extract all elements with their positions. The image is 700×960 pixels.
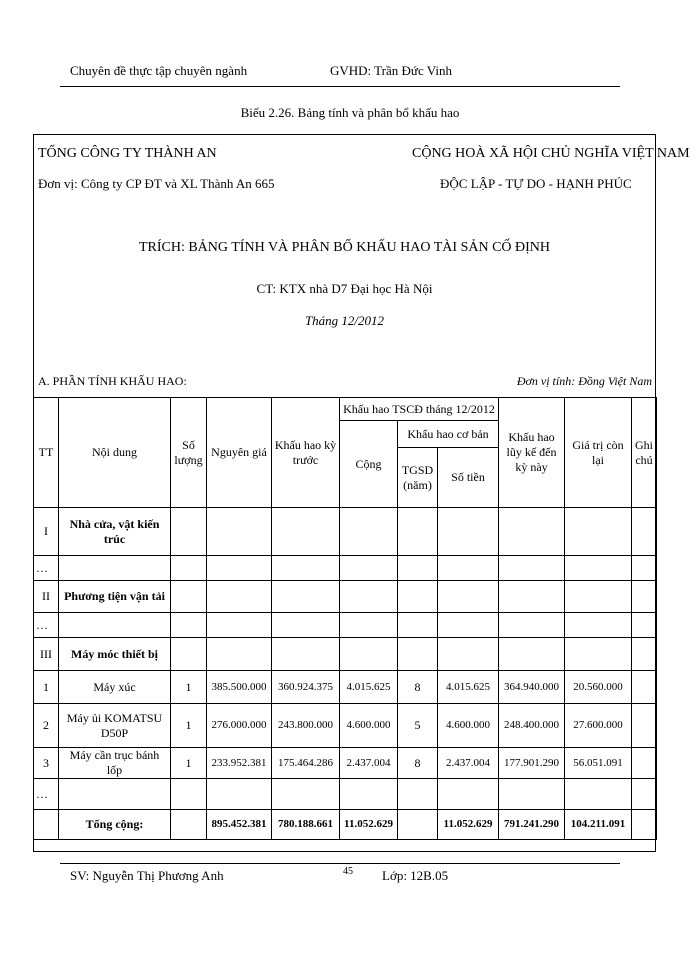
- cell-prior: 360.924.375: [272, 671, 340, 704]
- cell-remain: [565, 613, 632, 638]
- cell-qty: [171, 508, 207, 556]
- cell-prior: [272, 508, 340, 556]
- cell-qty: [171, 581, 207, 613]
- cell-cost: 385.500.000: [207, 671, 272, 704]
- cell-tt: …: [34, 613, 59, 638]
- header-rule: [60, 86, 620, 87]
- cell-content: Máy cần trục bánh lốp: [59, 748, 171, 779]
- cell-accum: [499, 779, 565, 810]
- cell-accum: [499, 581, 565, 613]
- cell-tgsd: 8: [398, 671, 438, 704]
- col-header-cost: Nguyên giá: [207, 398, 272, 508]
- total-label: Tổng cộng:: [59, 810, 171, 840]
- cell-amount: 2.437.004: [438, 748, 499, 779]
- total-cost: 895.452.381: [207, 810, 272, 840]
- cell-amount: [438, 613, 499, 638]
- cell-total: [340, 508, 398, 556]
- cell-content: [59, 613, 171, 638]
- col-header-group: Khấu hao TSCĐ tháng 12/2012: [340, 398, 499, 421]
- cell-remain: [565, 638, 632, 671]
- cell-accum: [499, 508, 565, 556]
- footer-student: SV: Nguyễn Thị Phương Anh: [70, 868, 224, 883]
- cell-total: 4.015.625: [340, 671, 398, 704]
- table-row: [34, 779, 657, 810]
- cell-accum: 177.901.290: [499, 748, 565, 779]
- cell-tgsd: 5: [398, 704, 438, 748]
- depreciation-table: [33, 397, 657, 840]
- table-row: [34, 581, 657, 613]
- cell-note: [632, 671, 657, 704]
- cell-accum: [499, 613, 565, 638]
- table-row: [34, 748, 657, 779]
- cell-remain: 27.600.000: [565, 704, 632, 748]
- cell-amount: [438, 638, 499, 671]
- national-motto: ĐỘC LẬP - TỰ DO - HẠNH PHÚC: [440, 176, 632, 191]
- cell-cost: 276.000.000: [207, 704, 272, 748]
- cell-tgsd: 8: [398, 748, 438, 779]
- cell-note: [632, 508, 657, 556]
- cell-prior: 175.464.286: [272, 748, 340, 779]
- cell-content: Máy móc thiết bị: [59, 638, 171, 671]
- cell-tt: I: [34, 508, 59, 556]
- col-header-total: Cộng: [340, 421, 398, 508]
- company-name: TỔNG CÔNG TY THÀNH AN: [38, 146, 217, 161]
- cell-qty: [171, 613, 207, 638]
- cell-remain: 20.560.000: [565, 671, 632, 704]
- col-header-content: Nội dung: [59, 398, 171, 508]
- cell-remain: [565, 779, 632, 810]
- cell-amount: 4.600.000: [438, 704, 499, 748]
- cell-tt: II: [34, 581, 59, 613]
- cell-remain: [565, 508, 632, 556]
- cell-note: [632, 638, 657, 671]
- cell-tt: …: [34, 556, 59, 581]
- cell-tt: …: [34, 779, 59, 810]
- project-name: CT: KTX nhà D7 Đại học Hà Nội: [256, 281, 433, 296]
- cell-amount: 4.015.625: [438, 671, 499, 704]
- cell-total: 2.437.004: [340, 748, 398, 779]
- header-supervisor: GVHD: Trần Đức Vinh: [330, 63, 452, 78]
- cell-tt: 1: [34, 671, 59, 704]
- cell-note: [632, 810, 657, 840]
- cell-prior: [272, 581, 340, 613]
- col-header-basic: Khấu hao cơ bản: [398, 421, 499, 448]
- cell-total: [340, 638, 398, 671]
- cell-tgsd: [398, 779, 438, 810]
- cell-qty: [171, 810, 207, 840]
- col-header-prior: Khấu hao kỳ trước: [272, 398, 340, 508]
- col-header-qty: Số lượng: [171, 398, 207, 508]
- header-course: Chuyên đề thực tập chuyên ngành: [70, 63, 248, 78]
- cell-note: [632, 779, 657, 810]
- cell-tgsd: [398, 613, 438, 638]
- total-remain: 104.211.091: [565, 810, 632, 840]
- table-row: [34, 508, 657, 556]
- cell-cost: [207, 556, 272, 581]
- cell-content: [59, 556, 171, 581]
- cell-prior: [272, 556, 340, 581]
- cell-amount: [438, 581, 499, 613]
- table-row: [34, 671, 657, 704]
- republic-name: CỘNG HOÀ XÃ HỘI CHỦ NGHĨA VIỆT NAM: [412, 146, 690, 161]
- cell-amount: [438, 556, 499, 581]
- cell-total: [340, 779, 398, 810]
- cell-content: Máy ủi KOMATSU D50P: [59, 704, 171, 748]
- total-total: 11.052.629: [340, 810, 398, 840]
- cell-accum: 248.400.000: [499, 704, 565, 748]
- col-header-note: Ghi chú: [632, 398, 657, 508]
- col-header-accum: Khấu hao lũy kế đến kỳ này: [499, 398, 565, 508]
- cell-content: Máy xúc: [59, 671, 171, 704]
- cell-content: [59, 779, 171, 810]
- cell-accum: [499, 638, 565, 671]
- cell-tt: 3: [34, 748, 59, 779]
- cell-total: [340, 581, 398, 613]
- cell-note: [632, 748, 657, 779]
- cell-prior: [272, 638, 340, 671]
- frame-top: [33, 134, 656, 135]
- col-header-amount: Số tiền: [438, 448, 499, 508]
- cell-qty: 1: [171, 704, 207, 748]
- total-row: [34, 810, 657, 840]
- cell-content: Phương tiện vận tải: [59, 581, 171, 613]
- cell-amount: [438, 779, 499, 810]
- cell-accum: 364.940.000: [499, 671, 565, 704]
- cell-qty: 1: [171, 671, 207, 704]
- cell-qty: [171, 779, 207, 810]
- table-row: [34, 638, 657, 671]
- cell-tt: III: [34, 638, 59, 671]
- cell-tgsd: [398, 508, 438, 556]
- figure-caption: Biểu 2.26. Bảng tính và phân bổ khấu hao: [240, 105, 460, 120]
- cell-tgsd: [398, 638, 438, 671]
- cell-tgsd: [398, 810, 438, 840]
- table-row: [34, 704, 657, 748]
- cell-prior: [272, 613, 340, 638]
- currency-note: Đơn vị tính: Đồng Việt Nam: [516, 374, 652, 388]
- document-title: TRÍCH: BẢNG TÍNH VÀ PHÂN BỔ KHẤU HAO TÀI SẢN CỐ ĐỊNH: [138, 240, 551, 255]
- cell-prior: [272, 779, 340, 810]
- cell-remain: [565, 556, 632, 581]
- cell-cost: [207, 613, 272, 638]
- col-header-tt: TT: [34, 398, 59, 508]
- cell-content: Nhà cửa, vật kiến trúc: [59, 508, 171, 556]
- unit-name: Đơn vị: Công ty CP ĐT và XL Thành An 665: [38, 176, 275, 191]
- frame-bottom: [33, 851, 656, 852]
- cell-cost: [207, 638, 272, 671]
- cell-tgsd: [398, 556, 438, 581]
- cell-remain: 56.051.091: [565, 748, 632, 779]
- cell-prior: 243.800.000: [272, 704, 340, 748]
- report-month: Tháng 12/2012: [304, 313, 385, 328]
- cell-tgsd: [398, 581, 438, 613]
- col-header-remain: Giá trị còn lại: [565, 398, 632, 508]
- cell-note: [632, 556, 657, 581]
- footer-rule: [60, 863, 620, 864]
- table-row: [34, 613, 657, 638]
- table-row: [34, 556, 657, 581]
- cell-cost: [207, 508, 272, 556]
- cell-accum: [499, 556, 565, 581]
- cell-tt: 2: [34, 704, 59, 748]
- cell-cost: 233.952.381: [207, 748, 272, 779]
- cell-total: [340, 613, 398, 638]
- cell-cost: [207, 779, 272, 810]
- cell-note: [632, 613, 657, 638]
- total-accum: 791.241.290: [499, 810, 565, 840]
- col-header-tgsd: TGSD (năm): [398, 448, 438, 508]
- section-label: A. PHẦN TÍNH KHẤU HAO:: [38, 374, 187, 388]
- cell-total: [340, 556, 398, 581]
- cell-qty: [171, 556, 207, 581]
- footer-page-number: 45: [343, 866, 353, 877]
- cell-qty: 1: [171, 748, 207, 779]
- footer-class: Lớp: 12B.05: [382, 868, 449, 883]
- total-prior: 780.188.661: [272, 810, 340, 840]
- total-amount: 11.052.629: [438, 810, 499, 840]
- cell-amount: [438, 508, 499, 556]
- cell-tt: [34, 810, 59, 840]
- cell-qty: [171, 638, 207, 671]
- cell-cost: [207, 581, 272, 613]
- cell-remain: [565, 581, 632, 613]
- cell-note: [632, 704, 657, 748]
- cell-total: 4.600.000: [340, 704, 398, 748]
- cell-note: [632, 581, 657, 613]
